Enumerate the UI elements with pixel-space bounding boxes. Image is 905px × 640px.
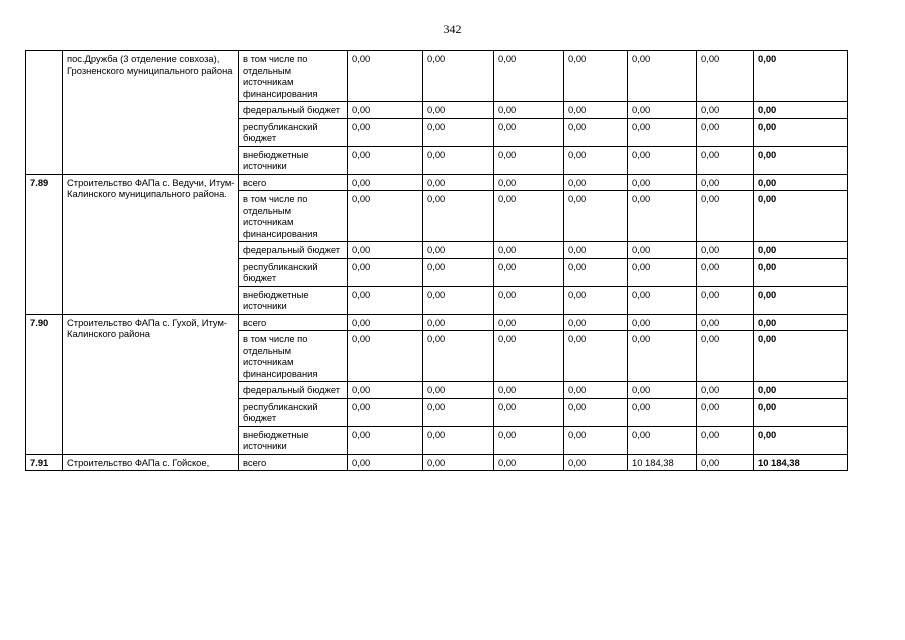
year-value-cell: 0,00: [697, 286, 754, 314]
funding-source-cell: всего: [239, 454, 348, 471]
year-value-cell: 0,00: [564, 286, 628, 314]
year-value-cell: 0,00: [348, 331, 423, 382]
item-name-cell: пос.Дружба (3 отделение совхоза), Грозненского муниципального района: [63, 51, 239, 175]
year-value-cell: 0,00: [628, 331, 697, 382]
item-number-cell: [26, 51, 63, 175]
year-value-cell: 0,00: [697, 398, 754, 426]
year-value-cell: 0,00: [697, 382, 754, 399]
table-body: [26, 51, 848, 471]
year-value-cell: 0,00: [564, 191, 628, 242]
total-value-cell: 0,00: [754, 146, 848, 174]
item-name-cell: Строительство ФАПа с. Гухой, Итум-Калинского района: [63, 314, 239, 454]
total-value-cell: 0,00: [754, 118, 848, 146]
year-value-cell: 0,00: [564, 258, 628, 286]
year-value-cell: 0,00: [564, 174, 628, 191]
year-value-cell: 0,00: [628, 102, 697, 119]
total-value-cell: 0,00: [754, 398, 848, 426]
year-value-cell: 0,00: [423, 174, 494, 191]
year-value-cell: 0,00: [628, 118, 697, 146]
year-value-cell: 0,00: [564, 454, 628, 471]
year-value-cell: 0,00: [494, 426, 564, 454]
table-row: [26, 174, 848, 191]
funding-source-cell: внебюджетные источники: [239, 146, 348, 174]
total-value-cell: 0,00: [754, 258, 848, 286]
funding-source-cell: в том числе по отдельным источникам финансирования: [239, 191, 348, 242]
year-value-cell: 0,00: [423, 398, 494, 426]
table-row: [26, 51, 848, 102]
page-number: 342: [443, 22, 462, 36]
year-value-cell: 0,00: [494, 102, 564, 119]
year-value-cell: 0,00: [494, 454, 564, 471]
year-value-cell: 0,00: [628, 426, 697, 454]
year-value-cell: 0,00: [423, 331, 494, 382]
year-value-cell: 0,00: [348, 102, 423, 119]
year-value-cell: 0,00: [628, 51, 697, 102]
year-value-cell: 0,00: [423, 191, 494, 242]
year-value-cell: 0,00: [564, 51, 628, 102]
total-value-cell: 0,00: [754, 51, 848, 102]
year-value-cell: 0,00: [348, 426, 423, 454]
table-row: [26, 454, 848, 471]
year-value-cell: 0,00: [494, 286, 564, 314]
year-value-cell: 0,00: [564, 146, 628, 174]
year-value-cell: 0,00: [697, 118, 754, 146]
year-value-cell: 0,00: [564, 382, 628, 399]
funding-source-cell: федеральный бюджет: [239, 382, 348, 399]
year-value-cell: 0,00: [697, 102, 754, 119]
year-value-cell: 0,00: [423, 146, 494, 174]
funding-source-cell: в том числе по отдельным источникам финансирования: [239, 331, 348, 382]
year-value-cell: 0,00: [423, 382, 494, 399]
year-value-cell: 0,00: [697, 242, 754, 259]
year-value-cell: 0,00: [697, 146, 754, 174]
year-value-cell: 0,00: [494, 51, 564, 102]
year-value-cell: 0,00: [494, 331, 564, 382]
funding-source-cell: всего: [239, 314, 348, 331]
year-value-cell: 0,00: [564, 331, 628, 382]
total-value-cell: 0,00: [754, 191, 848, 242]
year-value-cell: 0,00: [423, 242, 494, 259]
year-value-cell: 0,00: [348, 398, 423, 426]
item-number-cell: 7.89: [26, 174, 63, 314]
year-value-cell: 0,00: [423, 454, 494, 471]
item-name-cell: Строительство ФАПа с. Ведучи, Итум-Калинского муниципального района.: [63, 174, 239, 314]
funding-source-cell: внебюджетные источники: [239, 426, 348, 454]
total-value-cell: 0,00: [754, 242, 848, 259]
year-value-cell: 0,00: [494, 258, 564, 286]
year-value-cell: 0,00: [628, 258, 697, 286]
year-value-cell: 0,00: [564, 398, 628, 426]
year-value-cell: 0,00: [628, 286, 697, 314]
funding-source-cell: республиканский бюджет: [239, 258, 348, 286]
year-value-cell: 0,00: [628, 382, 697, 399]
item-number-cell: 7.91: [26, 454, 63, 471]
year-value-cell: 0,00: [628, 398, 697, 426]
year-value-cell: 0,00: [628, 174, 697, 191]
year-value-cell: 0,00: [423, 51, 494, 102]
year-value-cell: 0,00: [348, 314, 423, 331]
year-value-cell: 0,00: [494, 242, 564, 259]
year-value-cell: 0,00: [494, 174, 564, 191]
year-value-cell: 0,00: [348, 146, 423, 174]
total-value-cell: 0,00: [754, 102, 848, 119]
funding-source-cell: всего: [239, 174, 348, 191]
year-value-cell: 0,00: [423, 118, 494, 146]
year-value-cell: 0,00: [697, 258, 754, 286]
year-value-cell: 0,00: [697, 314, 754, 331]
year-value-cell: 0,00: [348, 258, 423, 286]
year-value-cell: 0,00: [423, 426, 494, 454]
year-value-cell: 0,00: [628, 314, 697, 331]
year-value-cell: 0,00: [494, 382, 564, 399]
year-value-cell: 0,00: [697, 454, 754, 471]
total-value-cell: 0,00: [754, 426, 848, 454]
year-value-cell: 0,00: [564, 102, 628, 119]
total-value-cell: 0,00: [754, 382, 848, 399]
year-value-cell: 0,00: [423, 314, 494, 331]
year-value-cell: 0,00: [494, 118, 564, 146]
year-value-cell: 0,00: [494, 146, 564, 174]
year-value-cell: 0,00: [348, 174, 423, 191]
year-value-cell: 0,00: [348, 454, 423, 471]
year-value-cell: 0,00: [494, 191, 564, 242]
year-value-cell: 0,00: [564, 314, 628, 331]
year-value-cell: 10 184,38: [628, 454, 697, 471]
year-value-cell: 0,00: [494, 398, 564, 426]
year-value-cell: 0,00: [564, 242, 628, 259]
year-value-cell: 0,00: [348, 382, 423, 399]
year-value-cell: 0,00: [628, 242, 697, 259]
year-value-cell: 0,00: [494, 314, 564, 331]
budget-table: [25, 50, 848, 471]
funding-source-cell: в том числе по отдельным источникам финансирования: [239, 51, 348, 102]
funding-source-cell: внебюджетные источники: [239, 286, 348, 314]
year-value-cell: 0,00: [697, 426, 754, 454]
year-value-cell: 0,00: [697, 191, 754, 242]
total-value-cell: 0,00: [754, 331, 848, 382]
year-value-cell: 0,00: [348, 286, 423, 314]
funding-source-cell: федеральный бюджет: [239, 242, 348, 259]
item-name-cell: Строительство ФАПа с. Гойское,: [63, 454, 239, 471]
year-value-cell: 0,00: [423, 258, 494, 286]
year-value-cell: 0,00: [697, 51, 754, 102]
year-value-cell: 0,00: [628, 191, 697, 242]
item-number-cell: 7.90: [26, 314, 63, 454]
year-value-cell: 0,00: [348, 191, 423, 242]
year-value-cell: 0,00: [697, 331, 754, 382]
year-value-cell: 0,00: [423, 102, 494, 119]
total-value-cell: 10 184,38: [754, 454, 848, 471]
year-value-cell: 0,00: [564, 118, 628, 146]
total-value-cell: 0,00: [754, 314, 848, 331]
total-value-cell: 0,00: [754, 286, 848, 314]
year-value-cell: 0,00: [423, 286, 494, 314]
year-value-cell: 0,00: [697, 174, 754, 191]
year-value-cell: 0,00: [348, 51, 423, 102]
year-value-cell: 0,00: [628, 146, 697, 174]
year-value-cell: 0,00: [348, 118, 423, 146]
table-row: [26, 314, 848, 331]
total-value-cell: 0,00: [754, 174, 848, 191]
year-value-cell: 0,00: [564, 426, 628, 454]
funding-source-cell: республиканский бюджет: [239, 118, 348, 146]
funding-source-cell: республиканский бюджет: [239, 398, 348, 426]
year-value-cell: 0,00: [348, 242, 423, 259]
funding-source-cell: федеральный бюджет: [239, 102, 348, 119]
